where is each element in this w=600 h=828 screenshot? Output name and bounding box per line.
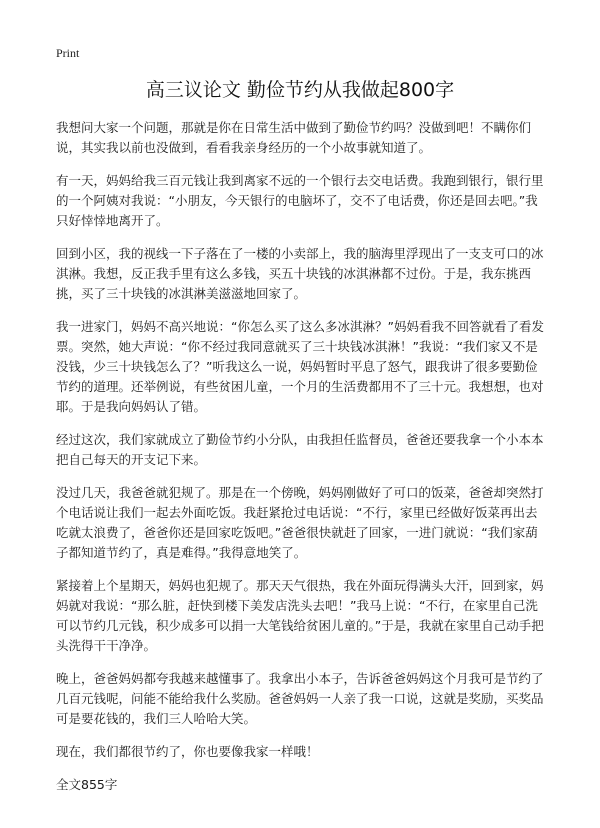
print-link[interactable]: Print (56, 46, 80, 60)
paragraph: 我一进家门，妈妈不高兴地说：“你怎么买了这么多冰淇淋？”妈妈看我不回答就看了看发票。突然，她大声说：“你不经过我同意就买了三十块钱冰淇淋！”我说：“我们家又不是没钱，少三十块钱怎么了？”听我这么一说，妈妈暂时平息了怒气，跟我讲了很多要勤俭节约的道理。还举例说，有些贫困儿童，一个月的生活费都用不了三十元。我想想，也对耶。于是我向妈妈认了错。 (56, 319, 544, 414)
word-count: 全文855字 (56, 777, 118, 792)
paragraph: 没过几天，我爸爸就犯规了。那是在一个傍晚，妈妈刚做好了可口的饭菜，爸爸却突然打个电话说让我们一起去外面吃饭。我赶紧抢过电话说：“不行，家里已经做好饭菜再出去吃就太浪费了，爸爸你还是回家吃饭吧。”爸爸很快就赶了回家，一进门就说：“我们家葫子都知道节约了，真是难得。”我得意地笑了。 (56, 485, 544, 560)
document-body (56, 118, 544, 795)
paragraph: 现在，我们都很节约了，你也要像我家一样哦！ (56, 744, 319, 759)
paragraph: 回到小区，我的视线一下子落在了一楼的小卖部上，我的脑海里浮现出了一支支可口的冰淇淋。我想，反正我手里有这么多钱，买五十块钱的冰淇淋都不过份。于是，我东挑西挑，买了三十块钱的冰淇淋美滋滋地回家了。 (56, 246, 544, 301)
paragraph: 有一天，妈妈给我三百元钱让我到离家不远的一个银行去交电话费。我跑到银行，银行里的一个阿姨对我说：“小朋友，今天银行的电脑坏了，交不了电话费，你还是回去吧。”我只好悻悻地离开了。 (56, 173, 544, 228)
paragraph: 晚上，爸爸妈妈都夸我越来越懂事了。我拿出小本子，告诉爸爸妈妈这个月我可是节约了几百元钱呢，问能不能给我什么奖励。爸爸妈妈一人亲了我一口说，这就是奖励，买奖品可是要花钱的，我们三人哈哈大笑。 (56, 671, 544, 726)
paragraph: 紧接着上个星期天，妈妈也犯规了。那天天气很热，我在外面玩得满头大汗，回到家，妈妈就对我说：“那么脏，赶快到楼下美发店洗头去吧！”我马上说：“不行，在家里自己洗可以节约几元钱，积少成多可以捐一大笔钱给贫困儿童的。”于是，我就在家里自己动手把头洗得干干净净。 (56, 578, 544, 653)
document-title: 高三议论文 勤俭节约从我做起800字 (145, 79, 455, 101)
paragraph: 经过这次，我们家就成立了勤俭节约小分队，由我担任监督员，爸爸还要我拿一个小本本把自己每天的开支记下来。 (56, 432, 544, 467)
paragraph: 我想问大家一个问题，那就是你在日常生活中做到了勤俭节约吗？没做到吧！不瞒你们说，其实我以前也没做到，看看我亲身经历的一个小故事就知道了。 (56, 120, 532, 155)
